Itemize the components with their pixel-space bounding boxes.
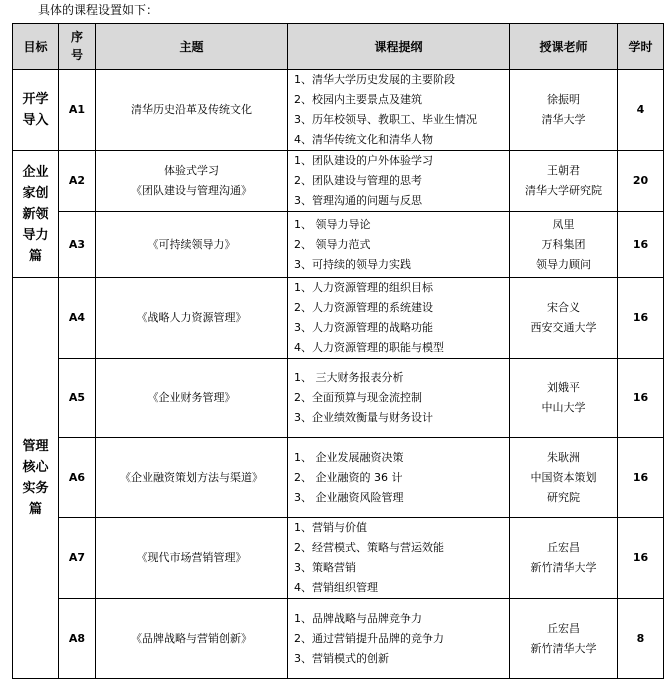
goal-label: 核心 — [22, 460, 49, 475]
outline-item: 3、 企业融资风险管理 — [294, 490, 404, 504]
outline-item: 1、营销与价值 — [294, 521, 367, 534]
header-seq-label: 序号 — [70, 30, 83, 62]
course-topic — [96, 70, 288, 151]
teacher-line: 领导力顾问 — [536, 257, 591, 271]
goal-cell — [13, 151, 59, 278]
outline-item: 2、经营模式、策略与营运效能 — [294, 541, 444, 554]
teacher-line: 宋合义 — [547, 301, 580, 314]
header-goal: 目标 — [13, 24, 59, 70]
table-row — [13, 359, 664, 438]
outline-item: 2、 领导力范式 — [294, 237, 371, 251]
topic-line: 《现代市场营销管理》 — [136, 551, 247, 564]
course-topic — [96, 278, 288, 359]
course-outline — [288, 359, 510, 438]
header-outline: 课程提纲 — [288, 24, 510, 70]
course-teacher — [510, 518, 618, 599]
teacher-line: 万科集团 — [541, 237, 586, 251]
goal-label: 实务 — [22, 481, 49, 496]
course-hours: 16 — [618, 438, 664, 518]
header-seq — [59, 24, 96, 70]
topic-line: 《品牌战略与营销创新》 — [131, 631, 252, 645]
teacher-line: 丘宏昌 — [547, 621, 580, 635]
course-outline — [288, 151, 510, 212]
course-code: A4 — [59, 278, 96, 359]
course-hours: 20 — [618, 151, 664, 212]
goal-cell — [13, 70, 59, 151]
outline-item: 1、品牌战略与品牌竞争力 — [294, 611, 422, 625]
topic-line: 体验式学习 — [164, 164, 219, 177]
teacher-line: 中山大学 — [541, 401, 586, 414]
outline-item: 2、人力资源管理的系统建设 — [294, 301, 433, 314]
topic-line: 《企业融资策划方法与渠道》 — [120, 470, 263, 484]
course-teacher — [510, 438, 618, 518]
outline-item: 3、策略营销 — [294, 561, 356, 574]
course-topic — [96, 518, 288, 599]
course-topic — [96, 599, 288, 679]
goal-label: 企业 — [22, 164, 49, 180]
goal-label: 开学 — [22, 92, 49, 107]
course-code: A7 — [59, 518, 96, 599]
course-topic — [96, 438, 288, 518]
outline-item: 2、团队建设与管理的思考 — [294, 174, 422, 187]
outline-item: 3、营销模式的创新 — [294, 651, 389, 665]
outline-item: 2、校园内主要景点及建筑 — [294, 93, 422, 106]
teacher-line: 王朝君 — [547, 164, 580, 177]
course-teacher — [510, 151, 618, 212]
course-code: A5 — [59, 359, 96, 438]
outline-item: 1、 三大财务报表分析 — [294, 371, 404, 384]
course-teacher — [510, 599, 618, 679]
course-outline — [288, 70, 510, 151]
course-code: A2 — [59, 151, 96, 212]
course-outline — [288, 518, 510, 599]
course-outline — [288, 599, 510, 679]
outline-item: 4、人力资源管理的职能与模型 — [294, 341, 444, 354]
outline-item: 3、人力资源管理的战略功能 — [294, 321, 433, 334]
course-teacher — [510, 359, 618, 438]
course-teacher — [510, 70, 618, 151]
teacher-line: 凤里 — [552, 217, 575, 231]
course-code: A1 — [59, 70, 96, 151]
topic-line: 《团队建设与管理沟通》 — [131, 184, 252, 197]
course-teacher — [510, 278, 618, 359]
outline-item: 1、 企业发展融资决策 — [294, 450, 404, 464]
course-topic — [96, 359, 288, 438]
course-hours: 16 — [618, 518, 664, 599]
goal-label: 篇 — [28, 248, 42, 264]
goal-label: 管理 — [22, 439, 49, 454]
course-teacher — [510, 212, 618, 278]
course-table — [12, 23, 664, 679]
goal-label: 导力 — [22, 227, 49, 243]
outline-item: 3、管理沟通的问题与反思 — [294, 194, 422, 207]
course-code: A3 — [59, 212, 96, 278]
header-row — [13, 24, 664, 70]
goal-label: 导入 — [22, 113, 49, 128]
course-hours: 16 — [618, 212, 664, 278]
header-topic: 主题 — [96, 24, 288, 70]
teacher-line: 朱耿洲 — [547, 450, 580, 464]
course-code: A6 — [59, 438, 96, 518]
course-outline — [288, 212, 510, 278]
teacher-line: 清华大学 — [541, 113, 586, 126]
teacher-line: 新竹清华大学 — [530, 641, 597, 655]
course-code: A8 — [59, 599, 96, 679]
header-teacher: 授课老师 — [510, 24, 618, 70]
topic-line: 《可持续领导力》 — [147, 237, 236, 251]
teacher-line: 徐振明 — [547, 93, 580, 106]
course-topic — [96, 212, 288, 278]
teacher-line: 丘宏昌 — [547, 541, 580, 554]
teacher-line: 中国资本策划 — [530, 470, 597, 484]
goal-label: 家创 — [22, 185, 49, 201]
teacher-line: 西安交通大学 — [530, 321, 597, 334]
outline-item: 4、清华传统文化和清华人物 — [294, 133, 433, 146]
table-row — [13, 151, 664, 212]
course-hours: 4 — [618, 70, 664, 151]
table-row — [13, 599, 664, 679]
teacher-line: 清华大学研究院 — [525, 184, 602, 197]
table-row — [13, 212, 664, 278]
teacher-line: 刘娥平 — [547, 381, 580, 394]
course-hours: 8 — [618, 599, 664, 679]
teacher-line: 研究院 — [547, 490, 580, 504]
outline-item: 1、团队建设的户外体验学习 — [294, 154, 433, 167]
outline-item: 2、全面预算与现金流控制 — [294, 391, 422, 404]
table-row — [13, 278, 664, 359]
goal-label: 新领 — [22, 206, 49, 222]
course-outline — [288, 278, 510, 359]
outline-item: 2、 企业融资的 36 计 — [294, 470, 403, 484]
outline-item: 1、清华大学历史发展的主要阶段 — [294, 73, 455, 86]
course-outline — [288, 438, 510, 518]
outline-item: 3、企业绩效衡量与财务设计 — [294, 411, 433, 424]
table-row — [13, 70, 664, 151]
course-topic — [96, 151, 288, 212]
table-row — [13, 438, 664, 518]
goal-cell — [13, 278, 59, 679]
header-hours: 学时 — [618, 24, 664, 70]
topic-line: 《战略人力资源管理》 — [136, 311, 247, 324]
intro-text: 具体的课程设置如下： — [38, 3, 159, 17]
outline-item: 2、通过营销提升品牌的竞争力 — [294, 631, 444, 645]
table-row — [13, 518, 664, 599]
course-hours: 16 — [618, 278, 664, 359]
outline-item: 1、人力资源管理的组织目标 — [294, 281, 433, 294]
outline-item: 3、可持续的领导力实践 — [294, 257, 411, 271]
outline-item: 4、营销组织管理 — [294, 581, 378, 594]
outline-item: 3、历年校领导、教职工、毕业生情况 — [294, 113, 477, 126]
topic-line: 《企业财务管理》 — [147, 391, 236, 404]
outline-item: 1、 领导力导论 — [294, 217, 371, 231]
teacher-line: 新竹清华大学 — [530, 561, 597, 574]
goal-label: 篇 — [28, 502, 42, 517]
topic-line: 清华历史沿革及传统文化 — [131, 103, 252, 116]
course-hours: 16 — [618, 359, 664, 438]
